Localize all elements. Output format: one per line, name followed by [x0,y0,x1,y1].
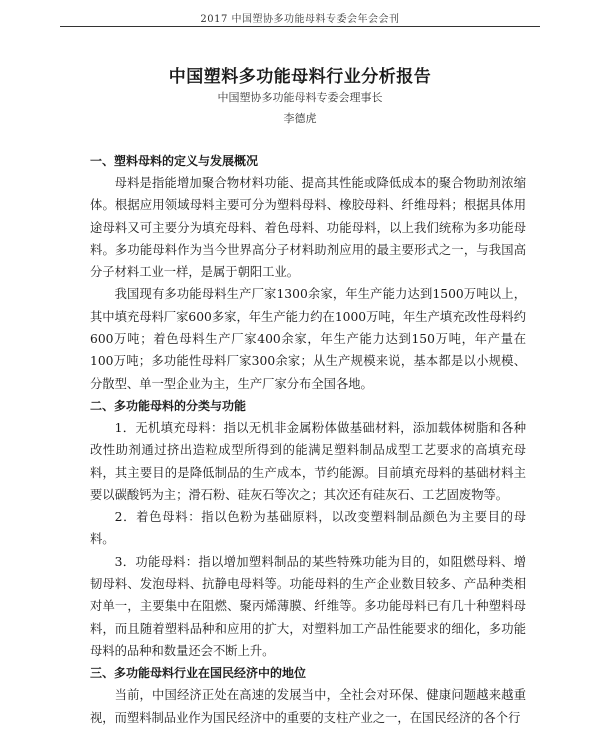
paragraph: 3．功能母料：指以增加塑料制品的某些特殊功能为目的，如阻燃母料、增韧母料、发泡母料、抗静电母料等。功能母料的生产企业数目较多、产品种类相对单一，主要集中在阻燃、聚丙烯薄膜、纤维等。多功能母料已有几十种塑料母料，而且随着塑料品种和应用的扩大，对塑料加工产品性能要求的细化，多功能母料的品种和数量还会不断上升。 [90,554,526,658]
document-body [90,150,526,729]
section-heading: 三、多功能母料行业在国民经济中的地位 [90,666,307,681]
section-heading: 一、塑料母料的定义与发展概况 [90,154,259,168]
paragraph: 2．着色母料：指以色粉为基础原料，以改变塑料制品颜色为主要目的母料。 [90,510,526,547]
section-heading: 二、多功能母料的分类与功能 [90,398,247,413]
paragraph: 当前，中国经济正处在高速的发展当中，全社会对环保、健康问题越来越重视，而塑料制品业作为国民经济中的重要的支柱产业之一，在国民经济的各个行 [90,688,526,725]
paragraph: 1．无机填充母料：指以无机非金属粉体做基础材料，添加载体树脂和各种改性助剂通过挤出造粒成型所得到的能满足塑料制品成型工艺要求的高填充母料，其主要目的是降低制品的生产成本，节约能源。目前填充母料的基础材料主要以碳酸钙为主；滑石粉、硅灰石等次之；其次还有硅灰石、工艺固废物等。 [90,420,526,502]
document-title: 中国塑料多功能母料行业分析报告 [168,67,432,87]
author-affiliation: 中国塑协多功能母料专委会理事长 [217,91,383,104]
paragraph: 母料是指能增加聚合物材料功能、提高其性能或降低成本的聚合物助剂浓缩体。根据应用领域母料主要可分为塑料母料、橡胶母料、纤维母料；根据具体用途母料又可主要分为填充母料、着色母料、功能母料，以上我们统称为多功能母料。多功能母料作为当今世界高分子材料助剂应用的最主要形式之一，与我国高分子材料工业一样，是属于朝阳工业。 [90,176,526,280]
author-name: 李德虎 [283,112,317,125]
header-divider [60,26,540,27]
running-header: 2017 中国塑协多功能母料专委会年会会刊 [200,14,400,25]
paragraph: 我国现有多功能母料生产厂家1300余家，年生产能力达到1500万吨以上，其中填充母料厂家600多家，年生产能力约在1000万吨，年生产填充改性母料约600万吨；着色母料生产厂家400余家，年生产能力达到150万吨，年产量在100万吨；多功能性母料厂家300余家；从生产规模来说，基本都是以小规模、分散型、单一型企业为主，生产厂家分布全国各地。 [90,287,526,391]
